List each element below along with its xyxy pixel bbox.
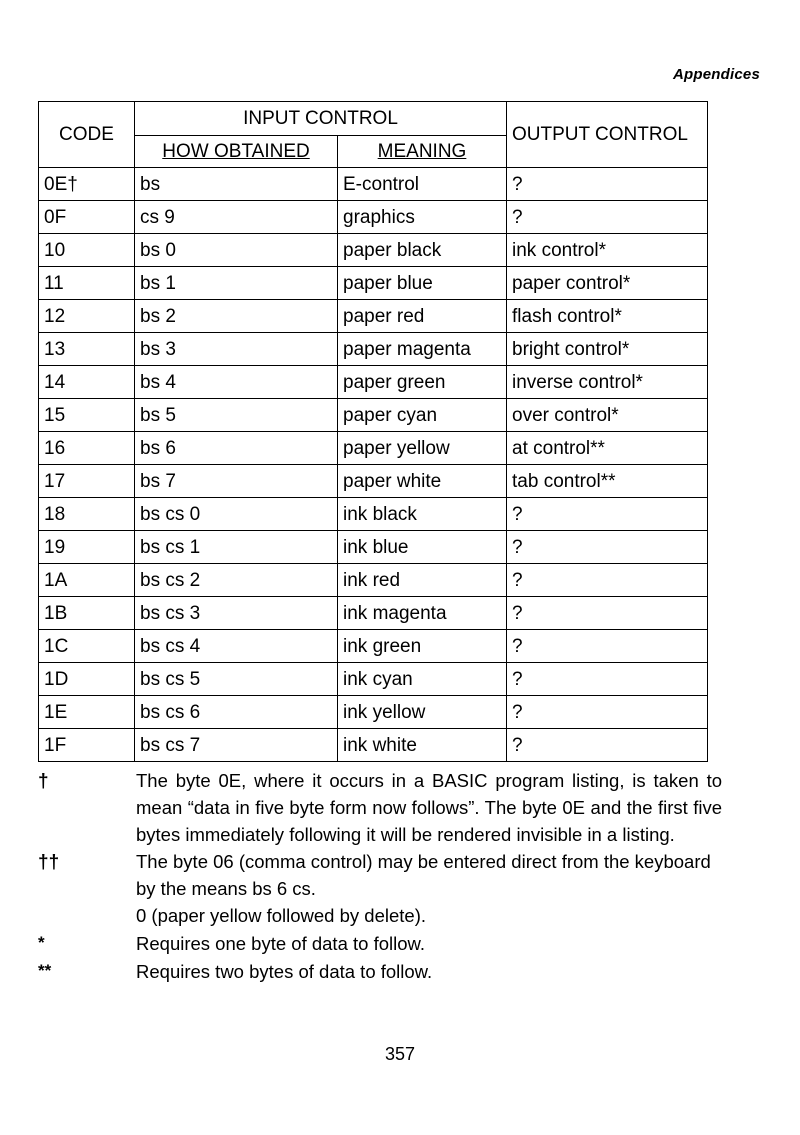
table-row [39,531,708,564]
cell-code: 17 [39,465,135,498]
table-row [39,234,708,267]
cell-code: 1A [39,564,135,597]
column-header-how-obtained [135,136,338,168]
cell-prints-as: ? [507,564,708,597]
column-header-code: CODE [39,102,135,168]
cell-prints-as: ink control* [507,234,708,267]
cell-how-obtained: bs [135,168,338,201]
cell-meaning: ink black [338,498,507,531]
cell-meaning: ink white [338,729,507,762]
cell-how-obtained: bs 5 [135,399,338,432]
footnotes [38,768,722,987]
cell-meaning: paper magenta [338,333,507,366]
table-row [39,300,708,333]
cell-code: 11 [39,267,135,300]
cell-prints-as: ? [507,663,708,696]
table-header-row [39,102,708,136]
cell-code: 16 [39,432,135,465]
footnote-double-asterisk [38,959,722,986]
cell-meaning: ink magenta [338,597,507,630]
cell-prints-as: tab control** [507,465,708,498]
cell-code: 13 [39,333,135,366]
cell-meaning: E-control [338,168,507,201]
cell-meaning: paper black [338,234,507,267]
cell-how-obtained: bs 7 [135,465,338,498]
table-row [39,696,708,729]
table-row [39,564,708,597]
table-row [39,465,708,498]
footnote-marker: †† [38,852,60,874]
cell-prints-as: ? [507,597,708,630]
cell-prints-as: ? [507,201,708,234]
footnote-body [136,849,722,929]
cell-meaning: paper green [338,366,507,399]
cell-code: 1F [39,729,135,762]
table-row [39,333,708,366]
cell-prints-as: ? [507,531,708,564]
cell-how-obtained: bs 6 [135,432,338,465]
table-row [39,201,708,234]
cell-how-obtained: bs cs 5 [135,663,338,696]
cell-code: 12 [39,300,135,333]
cell-prints-as: ? [507,168,708,201]
cell-meaning: ink blue [338,531,507,564]
running-head: Appendices [672,66,760,83]
cell-code: 0F [39,201,135,234]
cell-meaning: paper cyan [338,399,507,432]
cell-how-obtained: bs cs 1 [135,531,338,564]
character-codes-table [38,101,708,762]
table-row [39,366,708,399]
cell-code: 14 [39,366,135,399]
cell-meaning: ink cyan [338,663,507,696]
footnote-asterisk [38,931,722,958]
column-header-input-control: INPUT CONTROL [135,102,507,136]
cell-prints-as: over control* [507,399,708,432]
cell-meaning: paper red [338,300,507,333]
cell-code: 0E† [39,168,135,201]
cell-how-obtained: bs 1 [135,267,338,300]
footnote-text: Requires two bytes of data to follow. [136,960,433,982]
cell-meaning: paper blue [338,267,507,300]
footnote-double-dagger [38,849,722,929]
cell-how-obtained: bs cs 7 [135,729,338,762]
table-row [39,729,708,762]
cell-prints-as: inverse control* [507,366,708,399]
cell-code: 18 [39,498,135,531]
cell-prints-as: at control** [507,432,708,465]
page-number: 357 [384,1044,416,1064]
cell-prints-as: ? [507,630,708,663]
cell-how-obtained: bs 4 [135,366,338,399]
cell-how-obtained: bs cs 6 [135,696,338,729]
footnote-text-continued: 0 (paper yellow followed by delete). [136,905,426,927]
cell-how-obtained: bs 0 [135,234,338,267]
cell-meaning: paper white [338,465,507,498]
column-header-how-obtained-text: HOW OBTAINED [162,141,310,162]
cell-prints-as: flash control* [507,300,708,333]
cell-prints-as: paper control* [507,267,708,300]
cell-how-obtained: bs cs 3 [135,597,338,630]
table-row [39,630,708,663]
table-row [39,498,708,531]
table-row [39,267,708,300]
cell-how-obtained: bs 2 [135,300,338,333]
footnote-marker: ** [38,960,52,980]
cell-prints-as: ? [507,729,708,762]
cell-meaning: paper yellow [338,432,507,465]
cell-code: 1D [39,663,135,696]
footnote-text: The byte 0E, where it occurs in a BASIC program listing, is taken to mean “data in five byte form now follows”. The byte 0E and the first five bytes immediately following it will be rendered invisible in a listing. [136,770,722,845]
cell-meaning: ink yellow [338,696,507,729]
cell-how-obtained: bs cs 4 [135,630,338,663]
table-row [39,399,708,432]
cell-code: 1B [39,597,135,630]
cell-how-obtained: bs 3 [135,333,338,366]
cell-meaning: ink green [338,630,507,663]
cell-prints-as: ? [507,696,708,729]
table-row [39,432,708,465]
cell-code: 1C [39,630,135,663]
cell-code: 15 [39,399,135,432]
column-header-meaning [338,136,507,168]
cell-prints-as: bright control* [507,333,708,366]
cell-meaning: graphics [338,201,507,234]
cell-how-obtained: bs cs 0 [135,498,338,531]
cell-meaning: ink red [338,564,507,597]
footnote-dagger [38,768,722,848]
footnote-text: Requires one byte of data to follow. [136,932,425,954]
table-row [39,168,708,201]
cell-prints-as: ? [507,498,708,531]
footnote-marker: † [38,771,49,792]
table-row [39,597,708,630]
table-row [39,663,708,696]
cell-code: 19 [39,531,135,564]
cell-code: 10 [39,234,135,267]
cell-how-obtained: cs 9 [135,201,338,234]
column-header-output-control: OUTPUT CONTROL [507,102,708,168]
column-header-meaning-text: MEANING [377,141,467,162]
cell-how-obtained: bs cs 2 [135,564,338,597]
cell-code: 1E [39,696,135,729]
footnote-text: The byte 06 (comma control) may be entered direct from the keyboard by the means bs 6 cs. [136,851,711,900]
footnote-marker: * [38,932,45,952]
